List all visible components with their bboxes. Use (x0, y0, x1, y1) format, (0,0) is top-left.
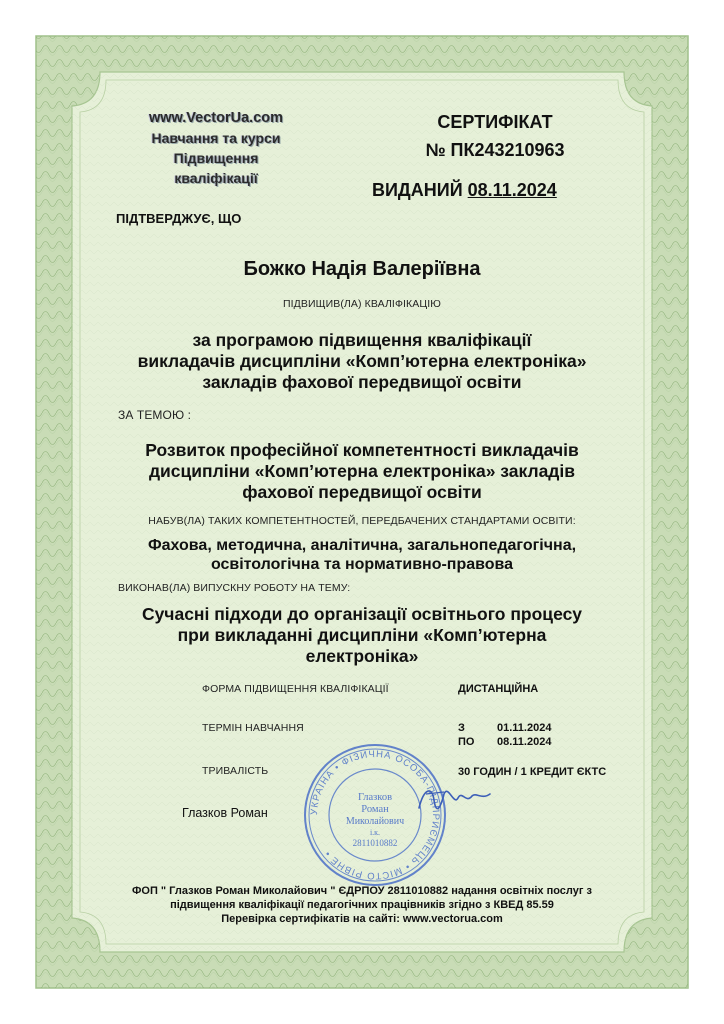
final-work-line2: при викладанні дисципліни «Комп’ютерна (177, 625, 547, 645)
duration-value: 30 ГОДИН / 1 КРЕДИТ ЄКТС (458, 766, 607, 778)
topic-line2: дисципліни «Комп’ютерна електроніка» закладів (148, 461, 576, 481)
competencies-line2: освітологічна та нормативно-правова (210, 556, 514, 573)
competencies-label: НАБУВ(ЛА) ТАКИХ КОМПЕТЕНТНОСТЕЙ, ПЕРЕДБАЧЕНИХ СТАНДАРТАМИ ОСВІТИ: (148, 515, 576, 527)
person-name: Божко Надія Валеріївна (243, 258, 481, 280)
stamp-inner-line2: Роман (361, 804, 389, 815)
competencies-line1: Фахова, методична, аналітична, загальнопедагогічна, (147, 537, 577, 554)
form-value: ДИСТАНЦІЙНА (458, 683, 539, 695)
form-label: ФОРМА ПІДВИЩЕННЯ КВАЛІФІКАЦІЇ (202, 683, 389, 695)
issuer-line2: Підвищення (173, 150, 259, 166)
issuer-line3: кваліфікації (174, 170, 258, 186)
issuer-line1: Навчання та курси (151, 130, 281, 146)
stamp-inner-line5: 2811010882 (352, 838, 398, 848)
qualified-label: ПІДВИЩИВ(ЛА) КВАЛІФІКАЦІЮ (283, 298, 441, 310)
program-line2: викладачів дисципліни «Комп’ютерна електроніка» (137, 351, 587, 371)
issued-line (372, 180, 632, 201)
stamp-inner-line4: і.к. (369, 828, 381, 837)
footer-line3: Перевірка сертифікатів на сайті: www.vectorua.com (221, 913, 503, 925)
confirms-text: ПІДТВЕРДЖУЄ, ЩО (116, 211, 242, 226)
duration-label: ТРИВАЛІСТЬ (202, 765, 269, 777)
term-label: ТЕРМІН НАВЧАННЯ (202, 722, 304, 734)
topic-line1: Розвиток професійної компетентності викладачів (145, 440, 579, 460)
program-line3: закладів фахової передвищої освіти (202, 372, 522, 392)
signature (414, 780, 494, 820)
issued-label: ВИДАНИЙ (372, 180, 463, 200)
term-from-label: З (458, 722, 465, 734)
stamp-outer-text: УКРАЇНА • ФІЗИЧНА ОСОБА-ПІДПРИЄМЕЦЬ • МІСТО РІВНЕ • (308, 748, 442, 882)
topic-label: ЗА ТЕМОЮ : (118, 408, 192, 422)
certificate-number: № ПК243210963 (425, 140, 565, 160)
footer (90, 884, 634, 926)
final-work-line3: електроніка» (305, 646, 419, 666)
program-block (90, 330, 634, 393)
term-to: 08.11.2024 (497, 736, 552, 748)
footer-line2: підвищення кваліфікації педагогічних працівників згідно з КВЕД 85.59 (170, 899, 554, 911)
topic-line3: фахової передвищої освіти (242, 482, 482, 502)
stamp-inner-line3: Миколайович (345, 816, 405, 827)
final-work-line1: Сучасні підходи до організації освітнього процесу (141, 604, 583, 624)
term-from: 01.11.2024 (497, 722, 552, 734)
final-work-label: ВИКОНАВ(ЛА) ВИПУСКНУ РОБОТУ НА ТЕМУ: (118, 582, 351, 594)
competencies-block (90, 536, 634, 574)
final-work-block (90, 604, 634, 667)
program-line1: за програмою підвищення кваліфікації (192, 330, 532, 350)
footer-line1: ФОП " Глазков Роман Миколайович " ЄДРПОУ 2811010882 надання освітніх послуг з (132, 885, 592, 897)
signatory-name: Глазков Роман (182, 806, 268, 820)
certificate-title: СЕРТИФІКАТ (437, 112, 553, 132)
topic-block (90, 440, 634, 503)
issuer-logo (118, 108, 314, 188)
term-to-label: ПО (458, 736, 475, 748)
issuer-site[interactable]: www.VectorUa.com (148, 110, 284, 126)
issued-date: 08.11.2024 (467, 180, 557, 200)
stamp-inner-line1: Глазков (357, 792, 393, 803)
